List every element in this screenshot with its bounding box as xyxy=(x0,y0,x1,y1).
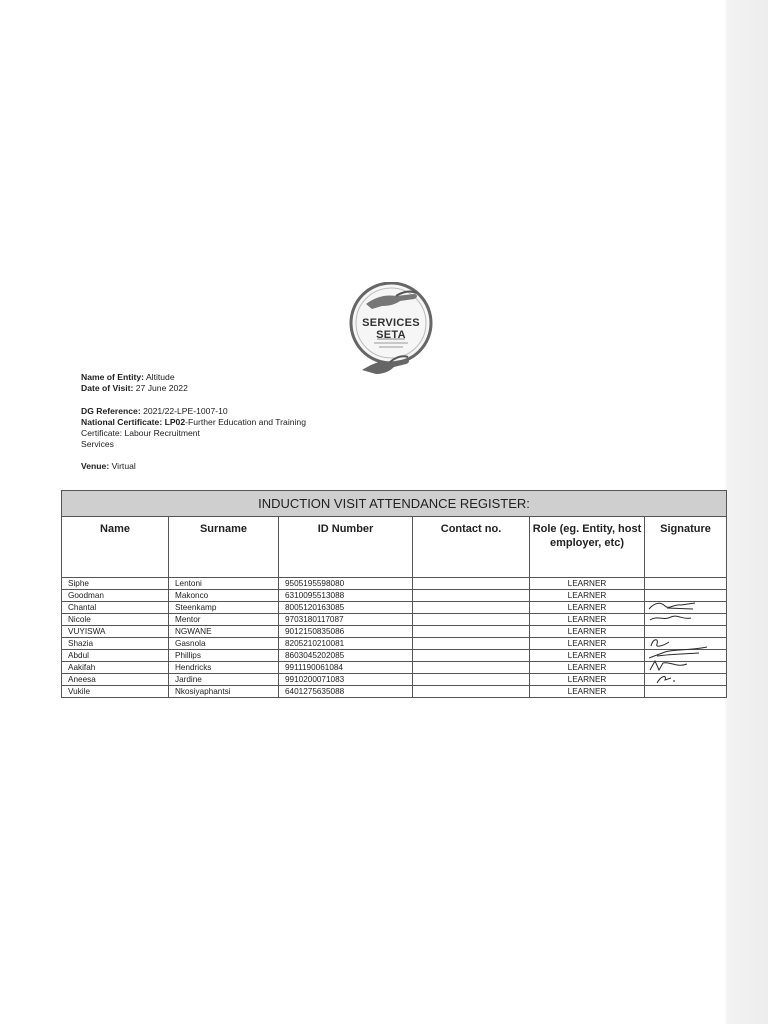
cell-name: Siphe xyxy=(62,578,169,590)
column-header-surname: Surname xyxy=(169,517,279,578)
signature-stroke xyxy=(649,603,695,609)
cell-signature xyxy=(645,578,727,590)
table-row xyxy=(62,650,727,662)
cell-id-number: 8005120163085 xyxy=(279,602,413,614)
cell-role: LEARNER xyxy=(530,686,645,698)
cell-contact xyxy=(413,662,530,674)
column-header-name: Name xyxy=(62,517,169,578)
cell-name: Chantal xyxy=(62,602,169,614)
dg-reference-label: DG Reference: xyxy=(81,406,141,416)
entity-label: Name of Entity: xyxy=(81,372,145,382)
cell-role: LEARNER xyxy=(530,662,645,674)
column-header-contact: Contact no. xyxy=(413,517,530,578)
column-header-role: Role (eg. Entity, host employer, etc) xyxy=(530,517,645,578)
cell-contact xyxy=(413,638,530,650)
cell-surname: Mentor xyxy=(169,614,279,626)
page-edge-shadow xyxy=(724,0,768,1024)
venue-label: Venue: xyxy=(81,461,110,471)
entity-value: Altitude xyxy=(145,372,175,382)
visit-date-label: Date of Visit: xyxy=(81,383,134,393)
cell-signature xyxy=(645,686,727,698)
cell-name: Abdul xyxy=(62,650,169,662)
cell-role: LEARNER xyxy=(530,614,645,626)
table-row xyxy=(62,602,727,614)
cell-id-number: 9703180117087 xyxy=(279,614,413,626)
cell-name: Aakifah xyxy=(62,662,169,674)
cell-surname: Phillips xyxy=(169,650,279,662)
national-certificate-code: LP02 xyxy=(164,417,186,427)
logo-text-seta: SETA xyxy=(376,329,406,341)
table-row xyxy=(62,590,727,602)
cell-role: LEARNER xyxy=(530,674,645,686)
cell-signature xyxy=(645,674,727,686)
dg-reference-value: 2021/22-LPE-1007-10 xyxy=(143,406,228,416)
cell-role: LEARNER xyxy=(530,590,645,602)
visit-date-value: 27 June 2022 xyxy=(135,383,188,393)
cell-surname: NGWANE xyxy=(169,626,279,638)
table-row xyxy=(62,674,727,686)
table-row xyxy=(62,638,727,650)
cell-name: Nicole xyxy=(62,614,169,626)
cell-id-number: 6310095513088 xyxy=(279,590,413,602)
cell-id-number: 9910200071083 xyxy=(279,674,413,686)
cell-contact xyxy=(413,602,530,614)
cell-contact xyxy=(413,686,530,698)
national-certificate-line2: Certificate: Labour Recruitment xyxy=(81,428,200,438)
cell-surname: Makonco xyxy=(169,590,279,602)
table-row xyxy=(62,662,727,674)
cell-contact xyxy=(413,650,530,662)
cell-surname: Jardine xyxy=(169,674,279,686)
cell-id-number: 6401275635088 xyxy=(279,686,413,698)
column-header-id-number: ID Number xyxy=(279,517,413,578)
attendance-register-table xyxy=(61,490,727,698)
signature-stroke xyxy=(650,661,687,670)
register-title: INDUCTION VISIT ATTENDANCE REGISTER: xyxy=(62,491,727,517)
cell-surname: Gasnola xyxy=(169,638,279,650)
cell-id-number: 8205210210081 xyxy=(279,638,413,650)
cell-surname: Hendricks xyxy=(169,662,279,674)
cell-name: Goodman xyxy=(62,590,169,602)
national-certificate-label: National Certificate: xyxy=(81,417,163,427)
cell-signature xyxy=(645,614,727,626)
cell-contact xyxy=(413,614,530,626)
cell-id-number: 8603045202085 xyxy=(279,650,413,662)
cell-role: LEARNER xyxy=(530,626,645,638)
national-certificate-line3: Services xyxy=(81,439,114,449)
cell-contact xyxy=(413,626,530,638)
cell-role: LEARNER xyxy=(530,638,645,650)
cell-id-number: 9911190061084 xyxy=(279,662,413,674)
national-certificate-line xyxy=(81,417,306,427)
cell-contact xyxy=(413,590,530,602)
venue-line xyxy=(81,461,136,471)
cell-name: Shazia xyxy=(62,638,169,650)
signature-stroke xyxy=(649,647,707,658)
dg-reference-line xyxy=(81,406,228,416)
cell-surname: Steenkamp xyxy=(169,602,279,614)
cell-id-number: 9505195598080 xyxy=(279,578,413,590)
signature-stroke xyxy=(657,676,675,683)
logo-text-services: SERVICES xyxy=(362,317,420,329)
cell-name: Vukile xyxy=(62,686,169,698)
national-certificate-line1: -Further Education and Training xyxy=(185,417,306,427)
cell-id-number: 9012150835086 xyxy=(279,626,413,638)
cell-name: Aneesa xyxy=(62,674,169,686)
cell-contact xyxy=(413,674,530,686)
table-row xyxy=(62,626,727,638)
table-row xyxy=(62,686,727,698)
cell-role: LEARNER xyxy=(530,578,645,590)
signature-stroke xyxy=(650,616,691,620)
cell-name: VUYISWA xyxy=(62,626,169,638)
visit-date-line xyxy=(81,383,188,393)
table-row xyxy=(62,578,727,590)
entity-line xyxy=(81,372,175,382)
column-header-signature: Signature xyxy=(645,517,727,578)
table-row xyxy=(62,614,727,626)
cell-surname: Lentoni xyxy=(169,578,279,590)
cell-role: LEARNER xyxy=(530,602,645,614)
cell-role: LEARNER xyxy=(530,650,645,662)
venue-value: Virtual xyxy=(111,461,136,471)
cell-contact xyxy=(413,578,530,590)
cell-surname: Nkosiyaphantsi xyxy=(169,686,279,698)
register-body xyxy=(62,578,727,698)
